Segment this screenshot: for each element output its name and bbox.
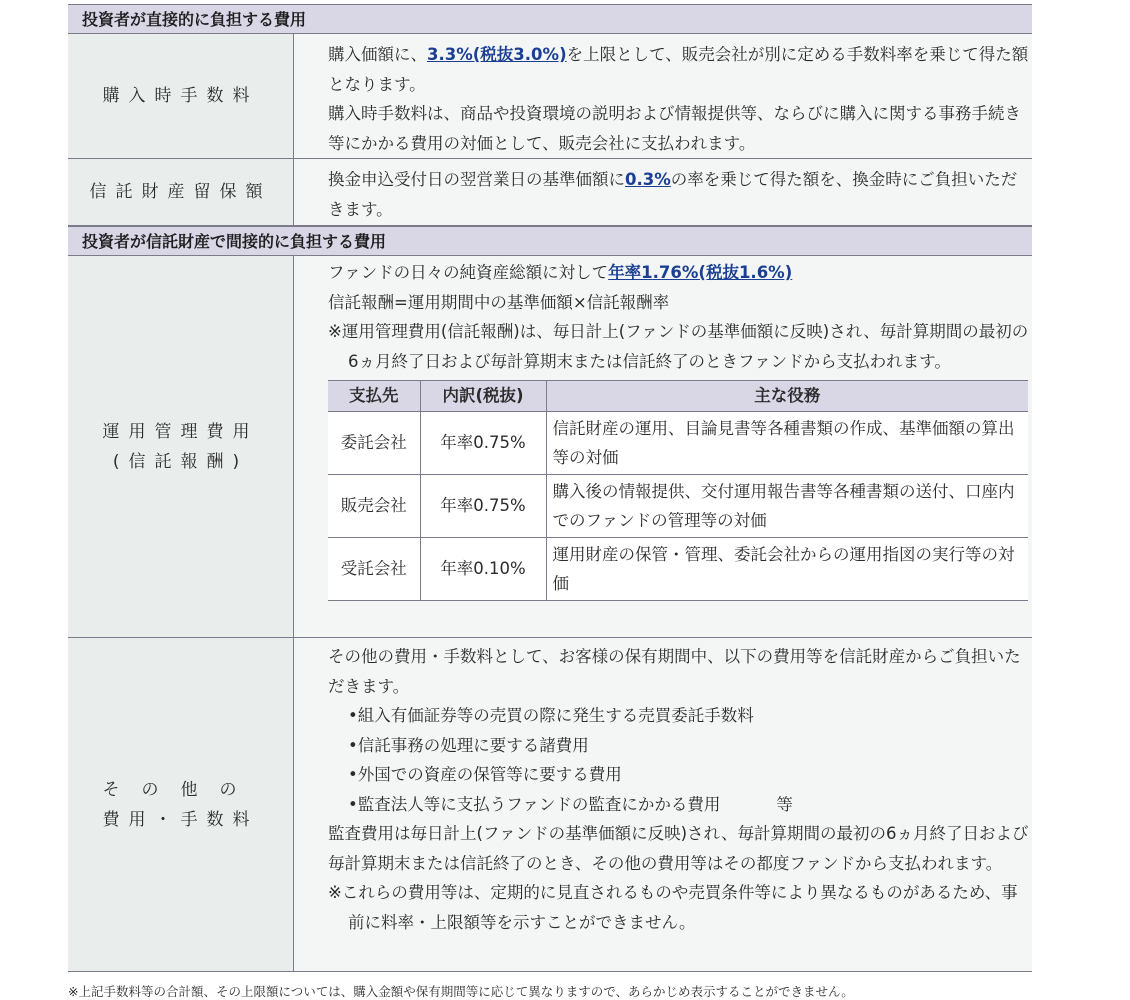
management-fee-note: ※運用管理費用(信託報酬)は、毎日計上(ファンドの基準価額に反映)され、毎計算期間の最初の6ヵ月終了日および毎計算期末または信託終了のときファンドから支払われます。 [328, 322, 1029, 371]
payee-cell: 受託会社 [328, 537, 420, 600]
services-cell: 信託財産の運用、目論見書等各種書類の作成、基準価額の算出等の対価 [546, 411, 1028, 474]
retention-row [68, 159, 1032, 226]
purchase-fee-label: 購入時手数料 [68, 34, 294, 158]
purchase-fee-row [68, 34, 1032, 159]
management-fee-rate-link[interactable]: 年率1.76%(税抜1.6%) [608, 263, 793, 282]
retention-rate-link[interactable]: 0.3% [625, 170, 671, 189]
retention-post: の率を乗じて得た額を、換金時にご負担いただきます。 [328, 170, 1018, 219]
footnote: ※上記手数料等の合計額、その上限額については、購入金額や保有期間等に応じて異なりますので、あらかじめ表示することができません。 [68, 984, 854, 999]
purchase-fee-rate-link[interactable]: 3.3%(税抜3.0%) [427, 45, 567, 64]
other-fees-note: ※これらの費用等は、定期的に見直されるものや売買条件等により異なるものがあるため、事前に料率・上限額等を示すことができません。 [328, 883, 1018, 932]
purchase-fee-pre: 購入価額に、 [328, 45, 427, 64]
col-header-services: 主な役務 [546, 381, 1028, 412]
table-row [328, 537, 1028, 600]
management-fee-pre: ファンドの日々の純資産総額に対して [328, 263, 609, 282]
table-row [328, 474, 1028, 537]
other-fees-bullet-last [328, 790, 1032, 820]
rate-cell: 年率0.75% [420, 474, 546, 537]
other-fees-bullet: •組入有価証券等の売買の際に発生する売買委託手数料 [348, 706, 754, 725]
services-cell: 購入後の情報提供、交付運用報告書等各種書類の送付、口座内でのファンドの管理等の対価 [546, 474, 1028, 537]
other-fees-audit: 監査費用は毎日計上(ファンドの基準価額に反映)され、毎計算期間の最初の6ヵ月終了日および毎計算期末または信託終了のとき、その他の費用等はその都度ファンドから支払われます。 [328, 824, 1029, 873]
management-fee-row [68, 256, 1032, 638]
purchase-fee-line1 [328, 40, 1032, 99]
table-row [328, 411, 1028, 474]
retention-label: 信託財産留保額 [68, 159, 294, 225]
retention-content [294, 159, 1032, 225]
payee-cell: 委託会社 [328, 411, 420, 474]
purchase-fee-post: を上限として、販売会社が別に定める手数料率を乗じて得た額となります。 [328, 45, 1029, 94]
services-cell: 運用財産の保管・管理、委託会社からの運用指図の実行等の対価 [546, 537, 1028, 600]
management-fee-line2: 信託報酬=運用期間中の基準価額×信託報酬率 [328, 292, 670, 312]
section-header-direct: 投資者が直接的に負担する費用 [68, 4, 1032, 34]
purchase-fee-content [294, 34, 1032, 158]
other-fees-content [294, 638, 1032, 971]
retention-text [328, 165, 1032, 224]
other-fees-bullet: •信託事務の処理に要する諸費用 [348, 735, 589, 755]
payee-cell: 販売会社 [328, 474, 420, 537]
other-fees-intro: その他の費用・手数料として、お客様の保有期間中、以下の費用等を信託財産からご負担いただきます。 [328, 647, 1021, 696]
management-fee-label-line1: 運用管理費用 [102, 421, 259, 442]
col-header-payee: 支払先 [328, 381, 420, 412]
fee-table [68, 4, 1032, 972]
fee-breakdown-header-row [328, 381, 1028, 412]
management-fee-content [294, 256, 1032, 637]
other-fees-etc: 等 [776, 794, 793, 814]
other-fees-label-line2: 費用・手数料 [102, 809, 259, 830]
other-fees-row [68, 638, 1032, 972]
rate-cell: 年率0.75% [420, 411, 546, 474]
col-header-breakdown: 内訳(税抜) [420, 381, 546, 412]
fee-breakdown-table [328, 380, 1028, 601]
retention-pre: 換金申込受付日の翌営業日の基準価額に [328, 170, 625, 189]
section-header-indirect: 投資者が信託財産で間接的に負担する費用 [68, 226, 1032, 256]
other-fees-bullet: •外国での資産の保管等に要する費用 [348, 765, 622, 784]
purchase-fee-line2: 購入時手数料は、商品や投資環境の説明および情報提供等、ならびに購入に関する事務手続き等にかかる費用の対価として、販売会社に支払われます。 [328, 104, 1021, 153]
rate-cell: 年率0.10% [420, 537, 546, 600]
management-fee-label [68, 256, 294, 637]
management-fee-label-line2: (信託報酬) [112, 451, 249, 472]
other-fees-bullet: •監査法人等に支払うファンドの監査にかかる費用 [348, 794, 721, 814]
other-fees-label [68, 638, 294, 971]
other-fees-label-line1: その他の [102, 779, 259, 800]
management-fee-line1 [328, 258, 1032, 288]
